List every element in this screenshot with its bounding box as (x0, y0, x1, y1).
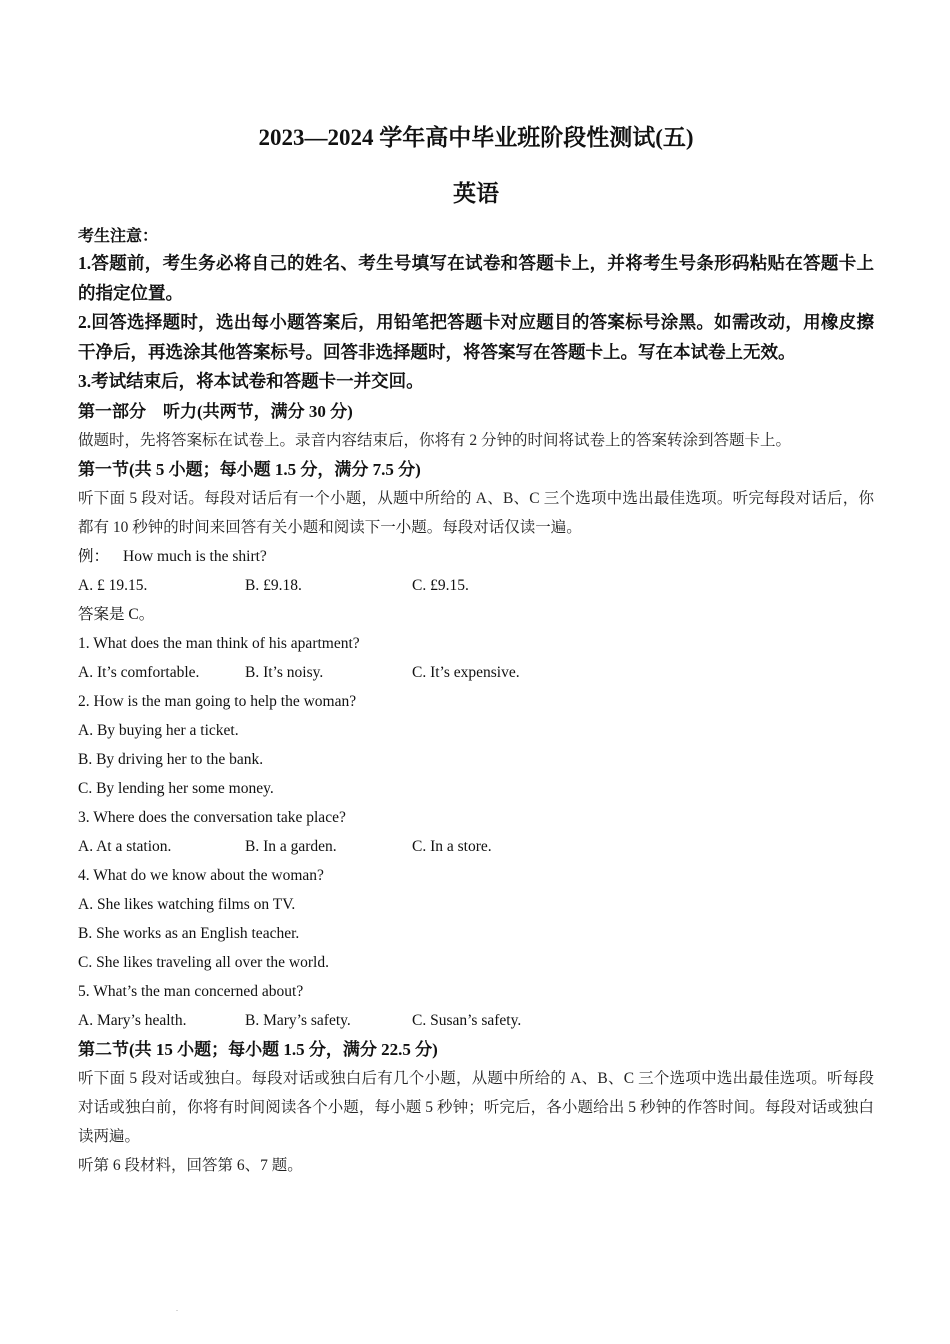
section1-instruction: 听下面 5 段对话。每段对话后有一个小题，从题中所给的 A、B、C 三个选项中选出最佳选项。听完每段对话后，你都有 10 秒钟的时间来回答有关小题和阅读下一小题。每段对话仅读一遍。 (78, 489, 874, 536)
notice-heading: 考生注意： (78, 228, 159, 245)
footer-mark: . (176, 1304, 178, 1313)
option-b: B. By driving her to the bank. (78, 750, 264, 768)
section1-heading: 第一节(共 5 小题；每小题 1.5 分，满分 7.5 分) (78, 459, 421, 479)
question-1-options (78, 658, 874, 687)
question-5: 5. What’s the man concerned about? (78, 982, 304, 1000)
example-label: 例： (78, 547, 110, 565)
option-c: C. £9.15. (412, 576, 469, 594)
option-a: A. It’s comfortable. (78, 663, 200, 681)
option-c: C. By lending her some money. (78, 779, 274, 797)
example-question-line (78, 542, 874, 571)
option-c: C. Susan’s safety. (412, 1011, 522, 1029)
notice-item-2: 2.回答选择题时，选出每小题答案后，用铅笔把答题卡对应题目的答案标号涂黑。如需改动，用橡皮擦干净后，再选涂其他答案标号。回答非选择题时，将答案写在答题卡上。写在本试卷上无效。 (78, 312, 874, 362)
part1-instruction: 做题时，先将答案标在试卷上。录音内容结束后，你将有 2 分钟的时间将试卷上的答案转涂到答题卡上。 (78, 431, 792, 449)
question-1: 1. What does the man think of his apartment? (78, 634, 360, 652)
notice-item-1: 1.答题前，考生务必将自己的姓名、考生号填写在试卷和答题卡上，并将考生号条形码粘贴在答题卡上的指定位置。 (78, 253, 874, 303)
option-b: B. Mary’s safety. (245, 1011, 351, 1029)
section2-heading: 第二节(共 15 小题；每小题 1.5 分，满分 22.5 分) (78, 1039, 438, 1059)
option-b: B. In a garden. (245, 837, 337, 855)
option-b: B. It’s noisy. (245, 663, 324, 681)
example-answer: 答案是 C。 (78, 605, 155, 623)
exam-title: 2023—2024 学年高中毕业班阶段性测试(五) (258, 125, 694, 150)
option-c: C. She likes traveling all over the world. (78, 953, 329, 971)
material-prompt: 听第 6 段材料，回答第 6、7 题。 (78, 1156, 303, 1174)
exam-page (78, 122, 874, 1180)
option-a: A. At a station. (78, 837, 172, 855)
question-4: 4. What do we know about the woman? (78, 866, 324, 884)
section2-instruction: 听下面 5 段对话或独白。每段对话或独白后有几个小题，从题中所给的 A、B、C 三个选项中选出最佳选项。听每段对话或独白前，你将有时间阅读各个小题，每小题 5 秒钟；听完后，各小题给出 5 秒钟的作答时间。每段对话或独白读两遍。 (78, 1069, 874, 1145)
question-3-options (78, 832, 874, 861)
option-b: B. £9.18. (245, 576, 302, 594)
notice-block (78, 224, 874, 397)
example-options (78, 571, 874, 600)
question-5-options (78, 1006, 874, 1035)
option-b: B. She works as an English teacher. (78, 924, 300, 942)
notice-item-3: 3.考试结束后，将本试卷和答题卡一并交回。 (78, 371, 424, 391)
option-a: A. £ 19.15. (78, 576, 148, 594)
option-c: C. In a store. (412, 837, 492, 855)
example-question: How much is the shirt? (123, 547, 267, 565)
option-a: A. She likes watching films on TV. (78, 895, 296, 913)
question-2: 2. How is the man going to help the woman? (78, 692, 357, 710)
part1-heading: 第一部分 听力(共两节，满分 30 分) (78, 401, 353, 421)
option-a: A. By buying her a ticket. (78, 721, 239, 739)
exam-subject: 英语 (453, 181, 499, 206)
option-a: A. Mary’s health. (78, 1011, 187, 1029)
question-3: 3. Where does the conversation take place? (78, 808, 346, 826)
option-c: C. It’s expensive. (412, 663, 520, 681)
